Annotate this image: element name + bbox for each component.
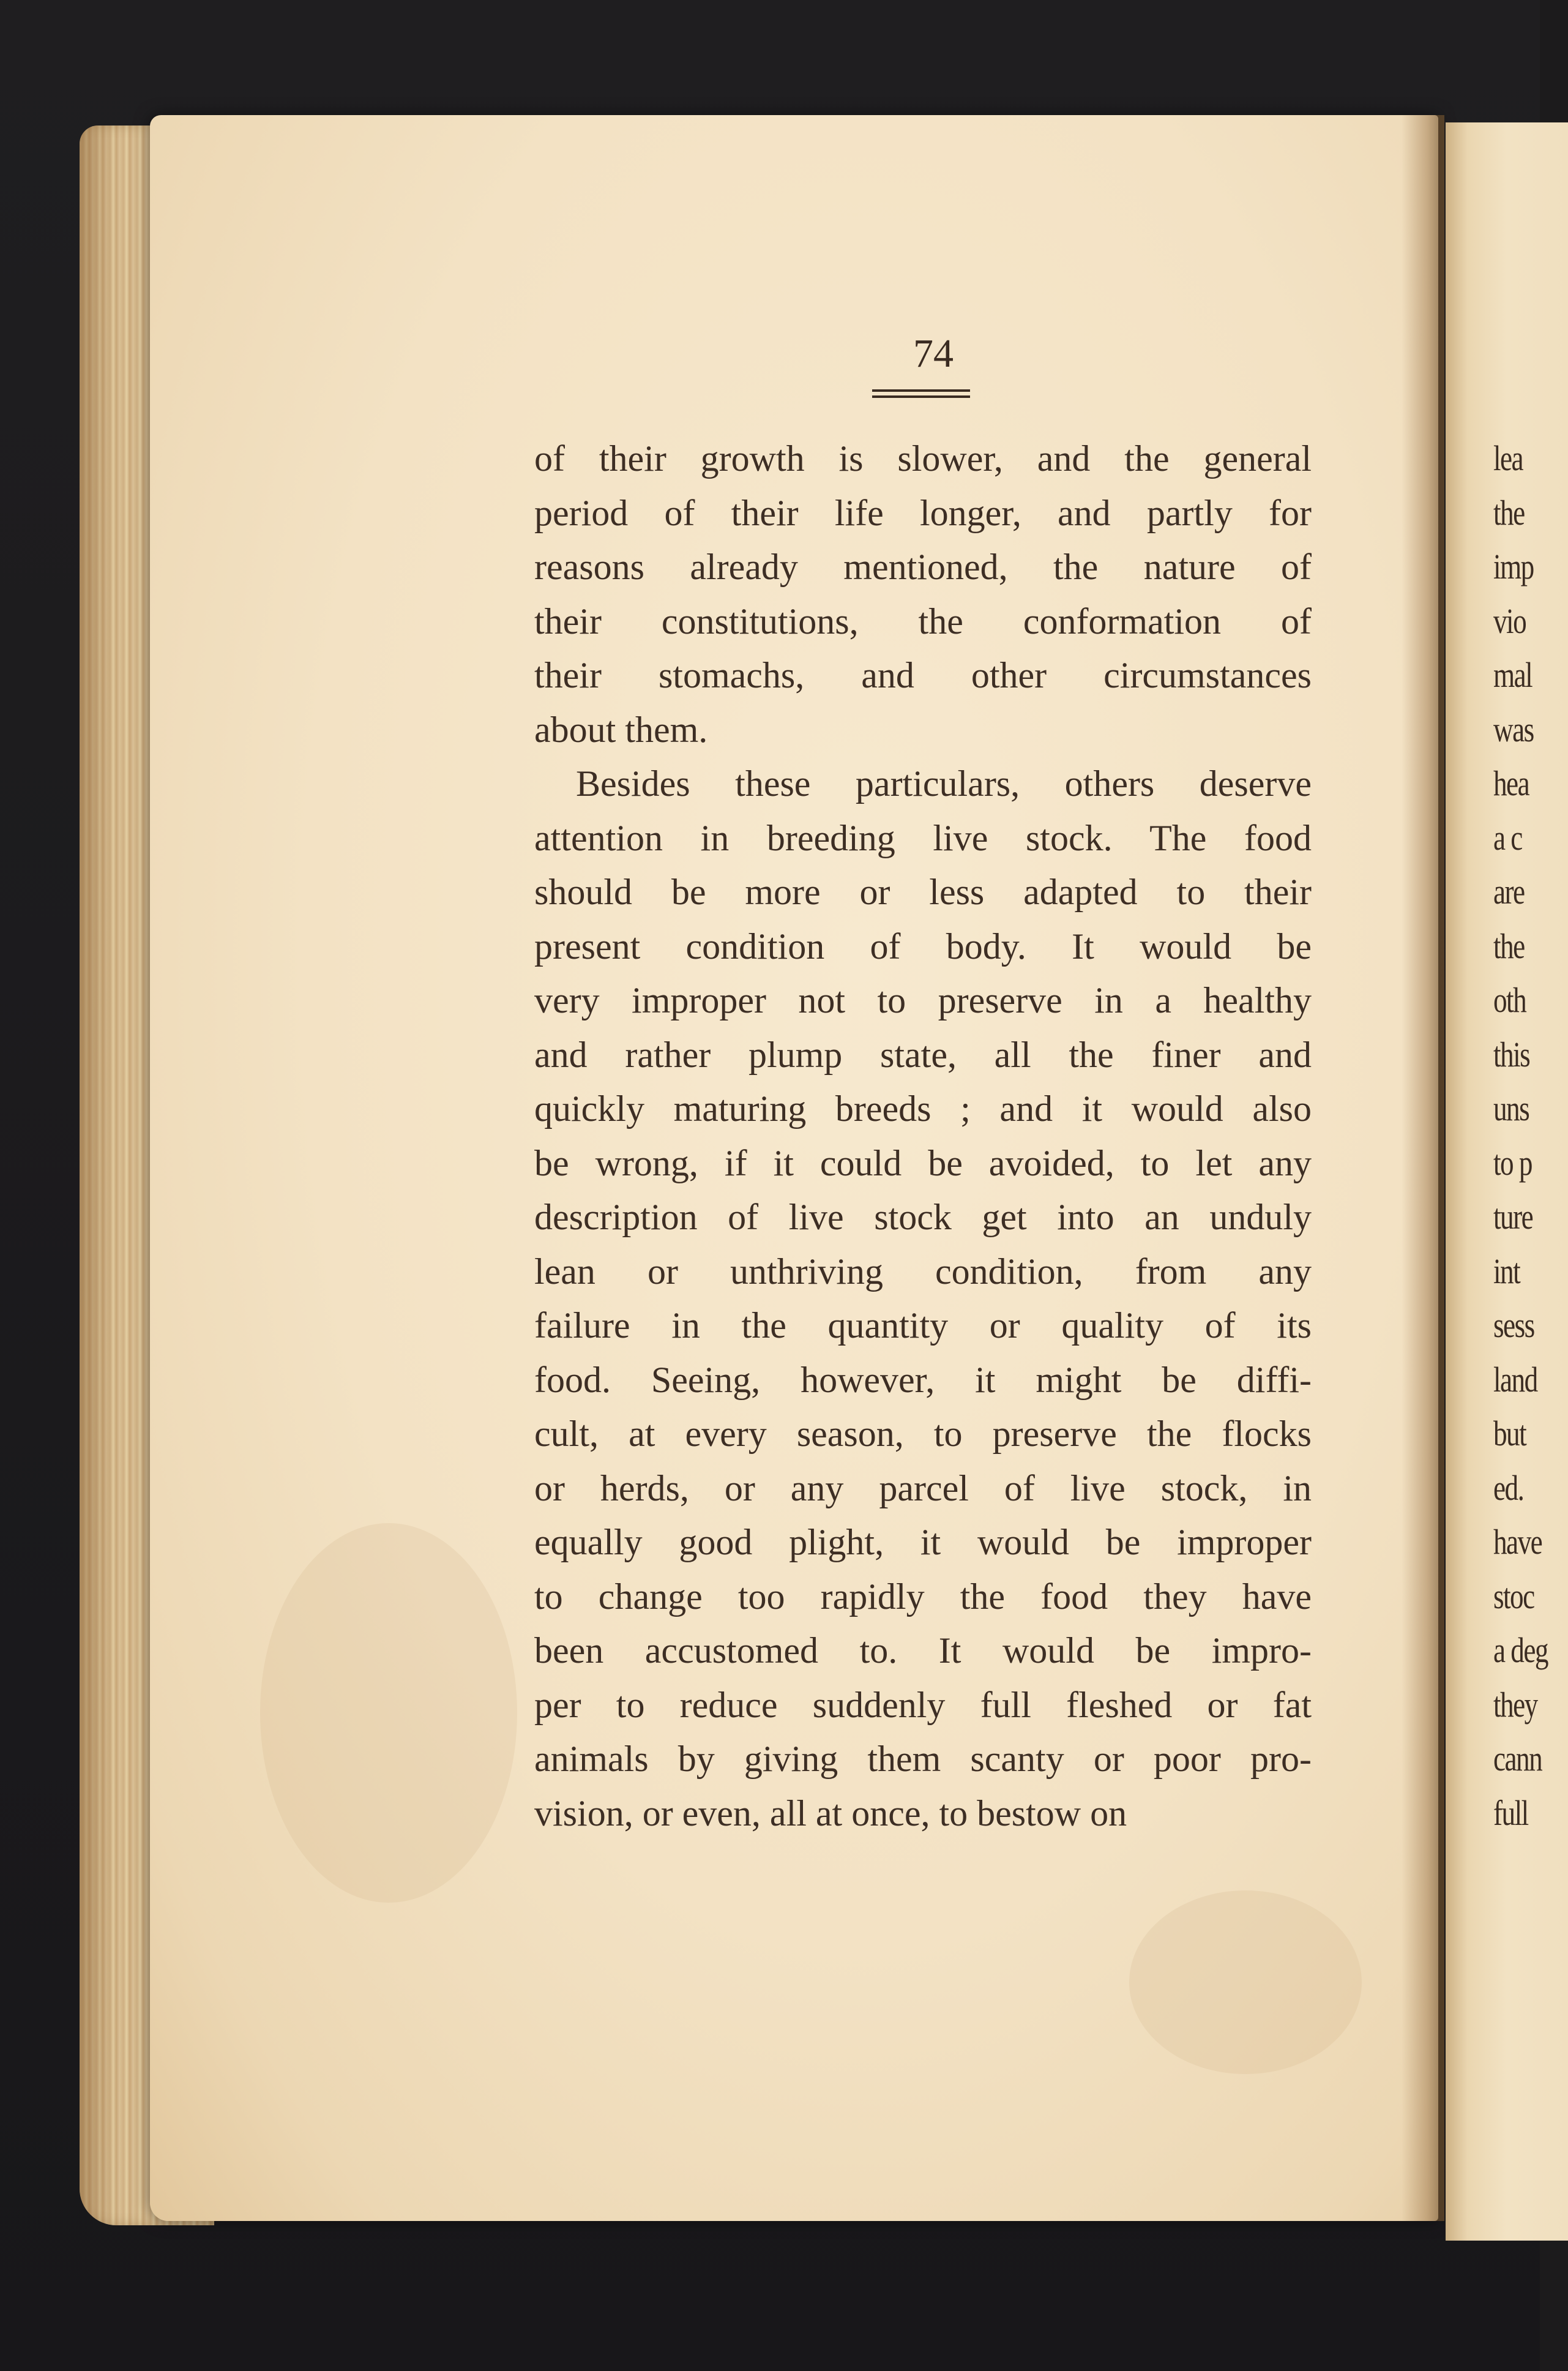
next-page-fragment: the xyxy=(1493,492,1525,533)
page-number: 74 xyxy=(913,331,954,376)
next-page-fragment: a c xyxy=(1493,817,1522,858)
text-line: about them. xyxy=(534,709,708,750)
text-line: quickly maturing breeds ; and it would also xyxy=(534,1088,1312,1129)
text-line: of their growth is slower, and the general xyxy=(534,438,1312,479)
next-page-fragment: this xyxy=(1493,1034,1530,1074)
text-line: animals by giving them scanty or poor pro- xyxy=(534,1739,1312,1779)
next-page-fragment: ture xyxy=(1493,1197,1533,1237)
next-page-fragment: stoc xyxy=(1493,1576,1534,1616)
text-line: present condition of body. It would be xyxy=(534,926,1312,967)
next-page-fragment: they xyxy=(1493,1684,1537,1725)
next-page-fragment: cann xyxy=(1493,1739,1542,1778)
next-page-fragment: full xyxy=(1493,1792,1528,1833)
text-line: failure in the quantity or quality of its xyxy=(534,1305,1312,1346)
next-page-fragment: oth xyxy=(1493,980,1526,1020)
next-page-fragment: but xyxy=(1493,1414,1526,1453)
next-page-fragment: mal xyxy=(1493,655,1533,695)
text-line: their constitutions, the conformation of xyxy=(534,601,1312,642)
text-line: attention in breeding live stock. The food xyxy=(534,817,1312,858)
next-page-fragment: to p xyxy=(1493,1142,1532,1183)
text-line: and rather plump state, all the finer and xyxy=(534,1034,1312,1075)
text-line: per to reduce suddenly full fleshed or fat xyxy=(534,1684,1312,1725)
next-page-fragment: a deg xyxy=(1493,1630,1548,1670)
next-page-fragment: imp xyxy=(1493,547,1534,586)
book-gutter xyxy=(1402,115,1444,2221)
next-page-fragment: sess xyxy=(1493,1305,1534,1345)
text-line: equally good plight, it would be improper xyxy=(534,1522,1312,1562)
next-page-fragment: land xyxy=(1493,1359,1537,1399)
text-line: description of live stock get into an unduly xyxy=(534,1197,1312,1237)
next-page-fragment: was xyxy=(1493,709,1534,749)
next-page-fragment: hea xyxy=(1493,763,1529,803)
text-line: reasons already mentioned, the nature of xyxy=(534,547,1312,587)
text-line: lean or unthriving condition, from any xyxy=(534,1251,1312,1292)
text-line: should be more or less adapted to their xyxy=(534,872,1312,912)
next-page-fragment: have xyxy=(1493,1522,1542,1562)
next-page xyxy=(1446,122,1568,2241)
double-rule xyxy=(872,389,970,398)
next-page-fragment: the xyxy=(1493,926,1525,966)
text-line: or herds, or any parcel of live stock, in xyxy=(534,1467,1312,1508)
next-page-fragment: int xyxy=(1493,1251,1520,1291)
next-page-fragment: lea xyxy=(1493,438,1523,478)
text-line: vision, or even, all at once, to bestow on xyxy=(534,1792,1127,1833)
next-page-fragment: are xyxy=(1493,872,1525,912)
next-page-fragment: ed. xyxy=(1493,1467,1524,1508)
text-line: food. Seeing, however, it might be diffi- xyxy=(534,1359,1312,1400)
text-line: to change too rapidly the food they have xyxy=(534,1576,1312,1617)
paper-stain xyxy=(260,1523,517,1903)
next-page-fragment: vio xyxy=(1493,601,1526,641)
paper-stain xyxy=(1129,1890,1362,2074)
text-line: cult, at every season, to preserve the flocks xyxy=(534,1414,1312,1454)
text-line: Besides these particulars, others deserve xyxy=(576,763,1312,804)
text-line: be wrong, if it could be avoided, to let any xyxy=(534,1142,1312,1183)
next-page-fragment: uns xyxy=(1493,1088,1529,1128)
text-line: period of their life longer, and partly for xyxy=(534,492,1312,533)
text-line: very improper not to preserve in a healthy xyxy=(534,980,1312,1021)
text-line: been accustomed to. It would be impro- xyxy=(534,1630,1312,1671)
text-line: their stomachs, and other circumstances xyxy=(534,655,1312,695)
body-text xyxy=(534,432,1312,1840)
